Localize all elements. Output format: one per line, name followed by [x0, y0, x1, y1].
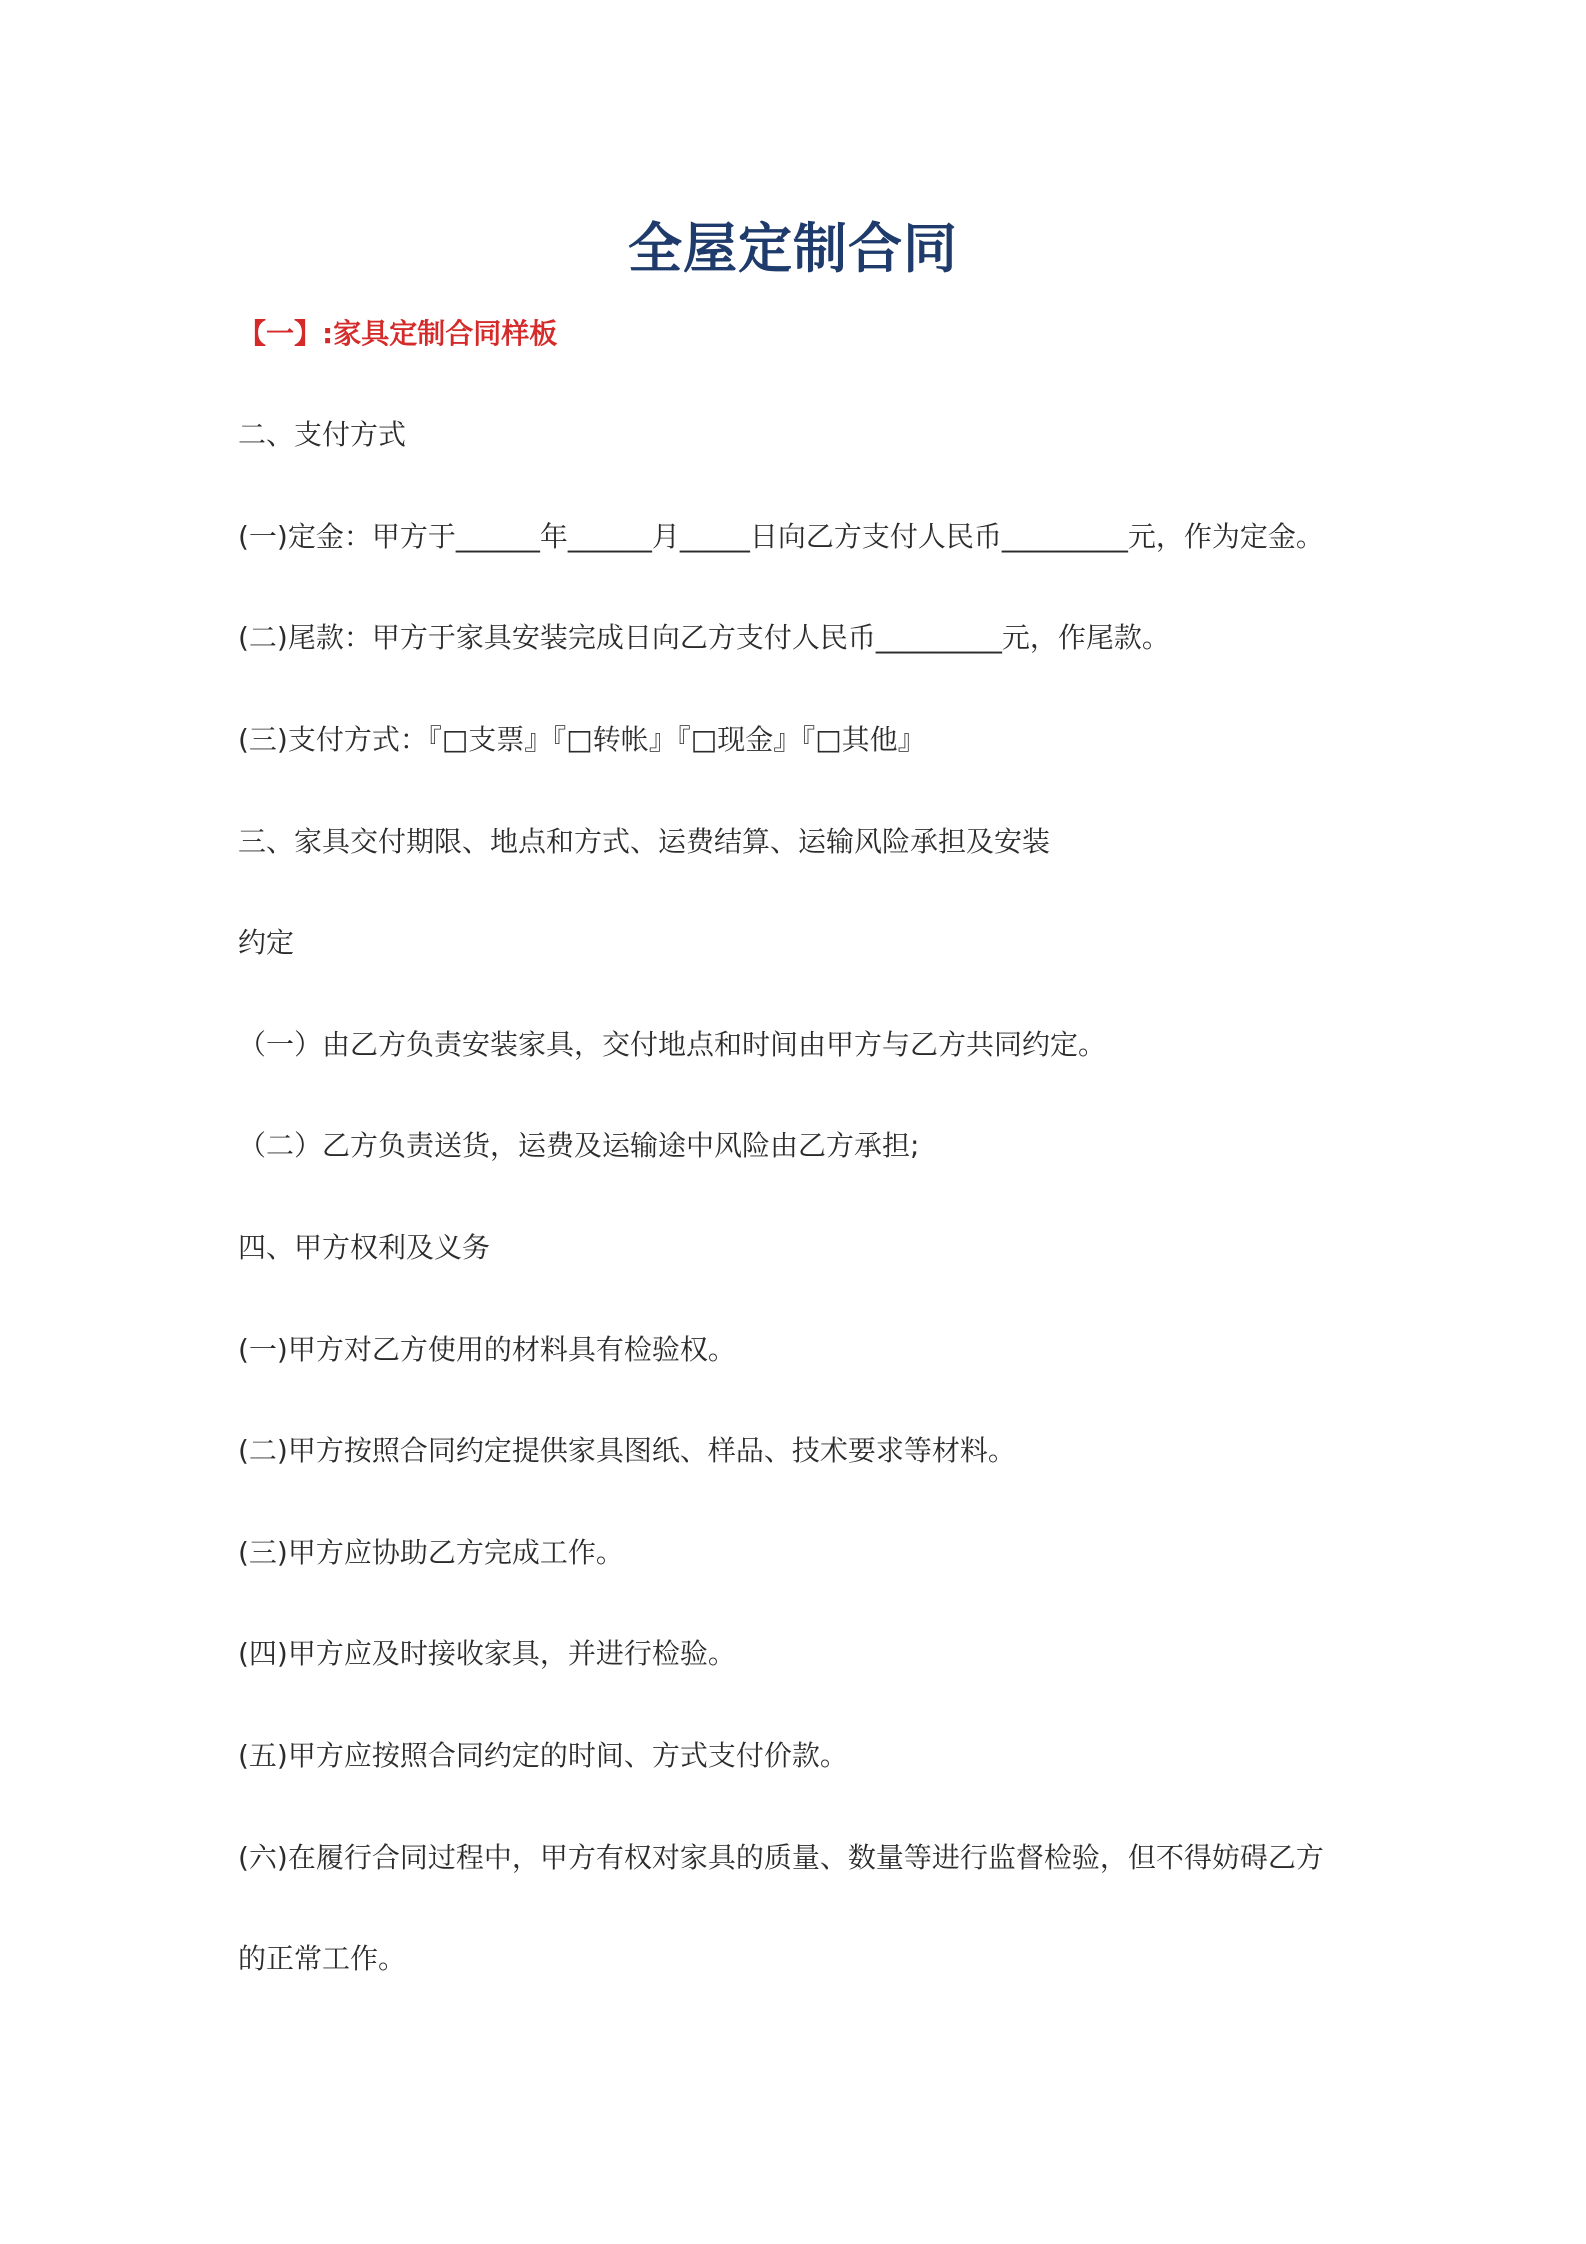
clause-pay-on-time: (五)甲方应按照合同约定的时间、方式支付价款。: [238, 1739, 848, 1772]
clause-shipping: （二）乙方负责送货，运费及运输途中风险由乙方承担;: [238, 1129, 920, 1162]
heading-party-a-rights: 四、甲方权利及义务: [238, 1231, 491, 1264]
clause-inspection-right: (一)甲方对乙方使用的材料具有检验权。: [238, 1333, 736, 1366]
clause-receive-goods: (四)甲方应及时接收家具，并进行检验。: [238, 1637, 736, 1670]
document-title: 全屋定制合同: [628, 217, 958, 280]
clause-payment-options: (三)支付方式：『□支票』『□转帐』『□现金』『□其他』: [238, 723, 926, 756]
clause-assist: (三)甲方应协助乙方完成工作。: [238, 1536, 624, 1569]
clause-supervision-continued: 的正常工作。: [238, 1942, 407, 1975]
heading-payment-method: 二、支付方式: [238, 418, 407, 451]
clause-installation: （一）由乙方负责安装家具，交付地点和时间由甲方与乙方共同约定。: [238, 1028, 1107, 1061]
heading-delivery-continued: 约定: [238, 926, 295, 959]
clause-supervision: (六)在履行合同过程中，甲方有权对家具的质量、数量等进行监督检验，但不得妨碍乙方: [238, 1841, 1324, 1874]
clause-final-payment: (二)尾款：甲方于家具安装完成日向乙方支付人民币_________元，作尾款。: [238, 621, 1170, 654]
section-subtitle: 【一】:家具定制合同样板: [238, 317, 558, 350]
heading-delivery: 三、家具交付期限、地点和方式、运费结算、运输风险承担及安装: [238, 825, 1051, 858]
clause-provide-materials: (二)甲方按照合同约定提供家具图纸、样品、技术要求等材料。: [238, 1434, 1016, 1467]
clause-deposit: (一)定金：甲方于______年______月_____日向乙方支付人民币_________元，作为定金。: [238, 520, 1324, 553]
